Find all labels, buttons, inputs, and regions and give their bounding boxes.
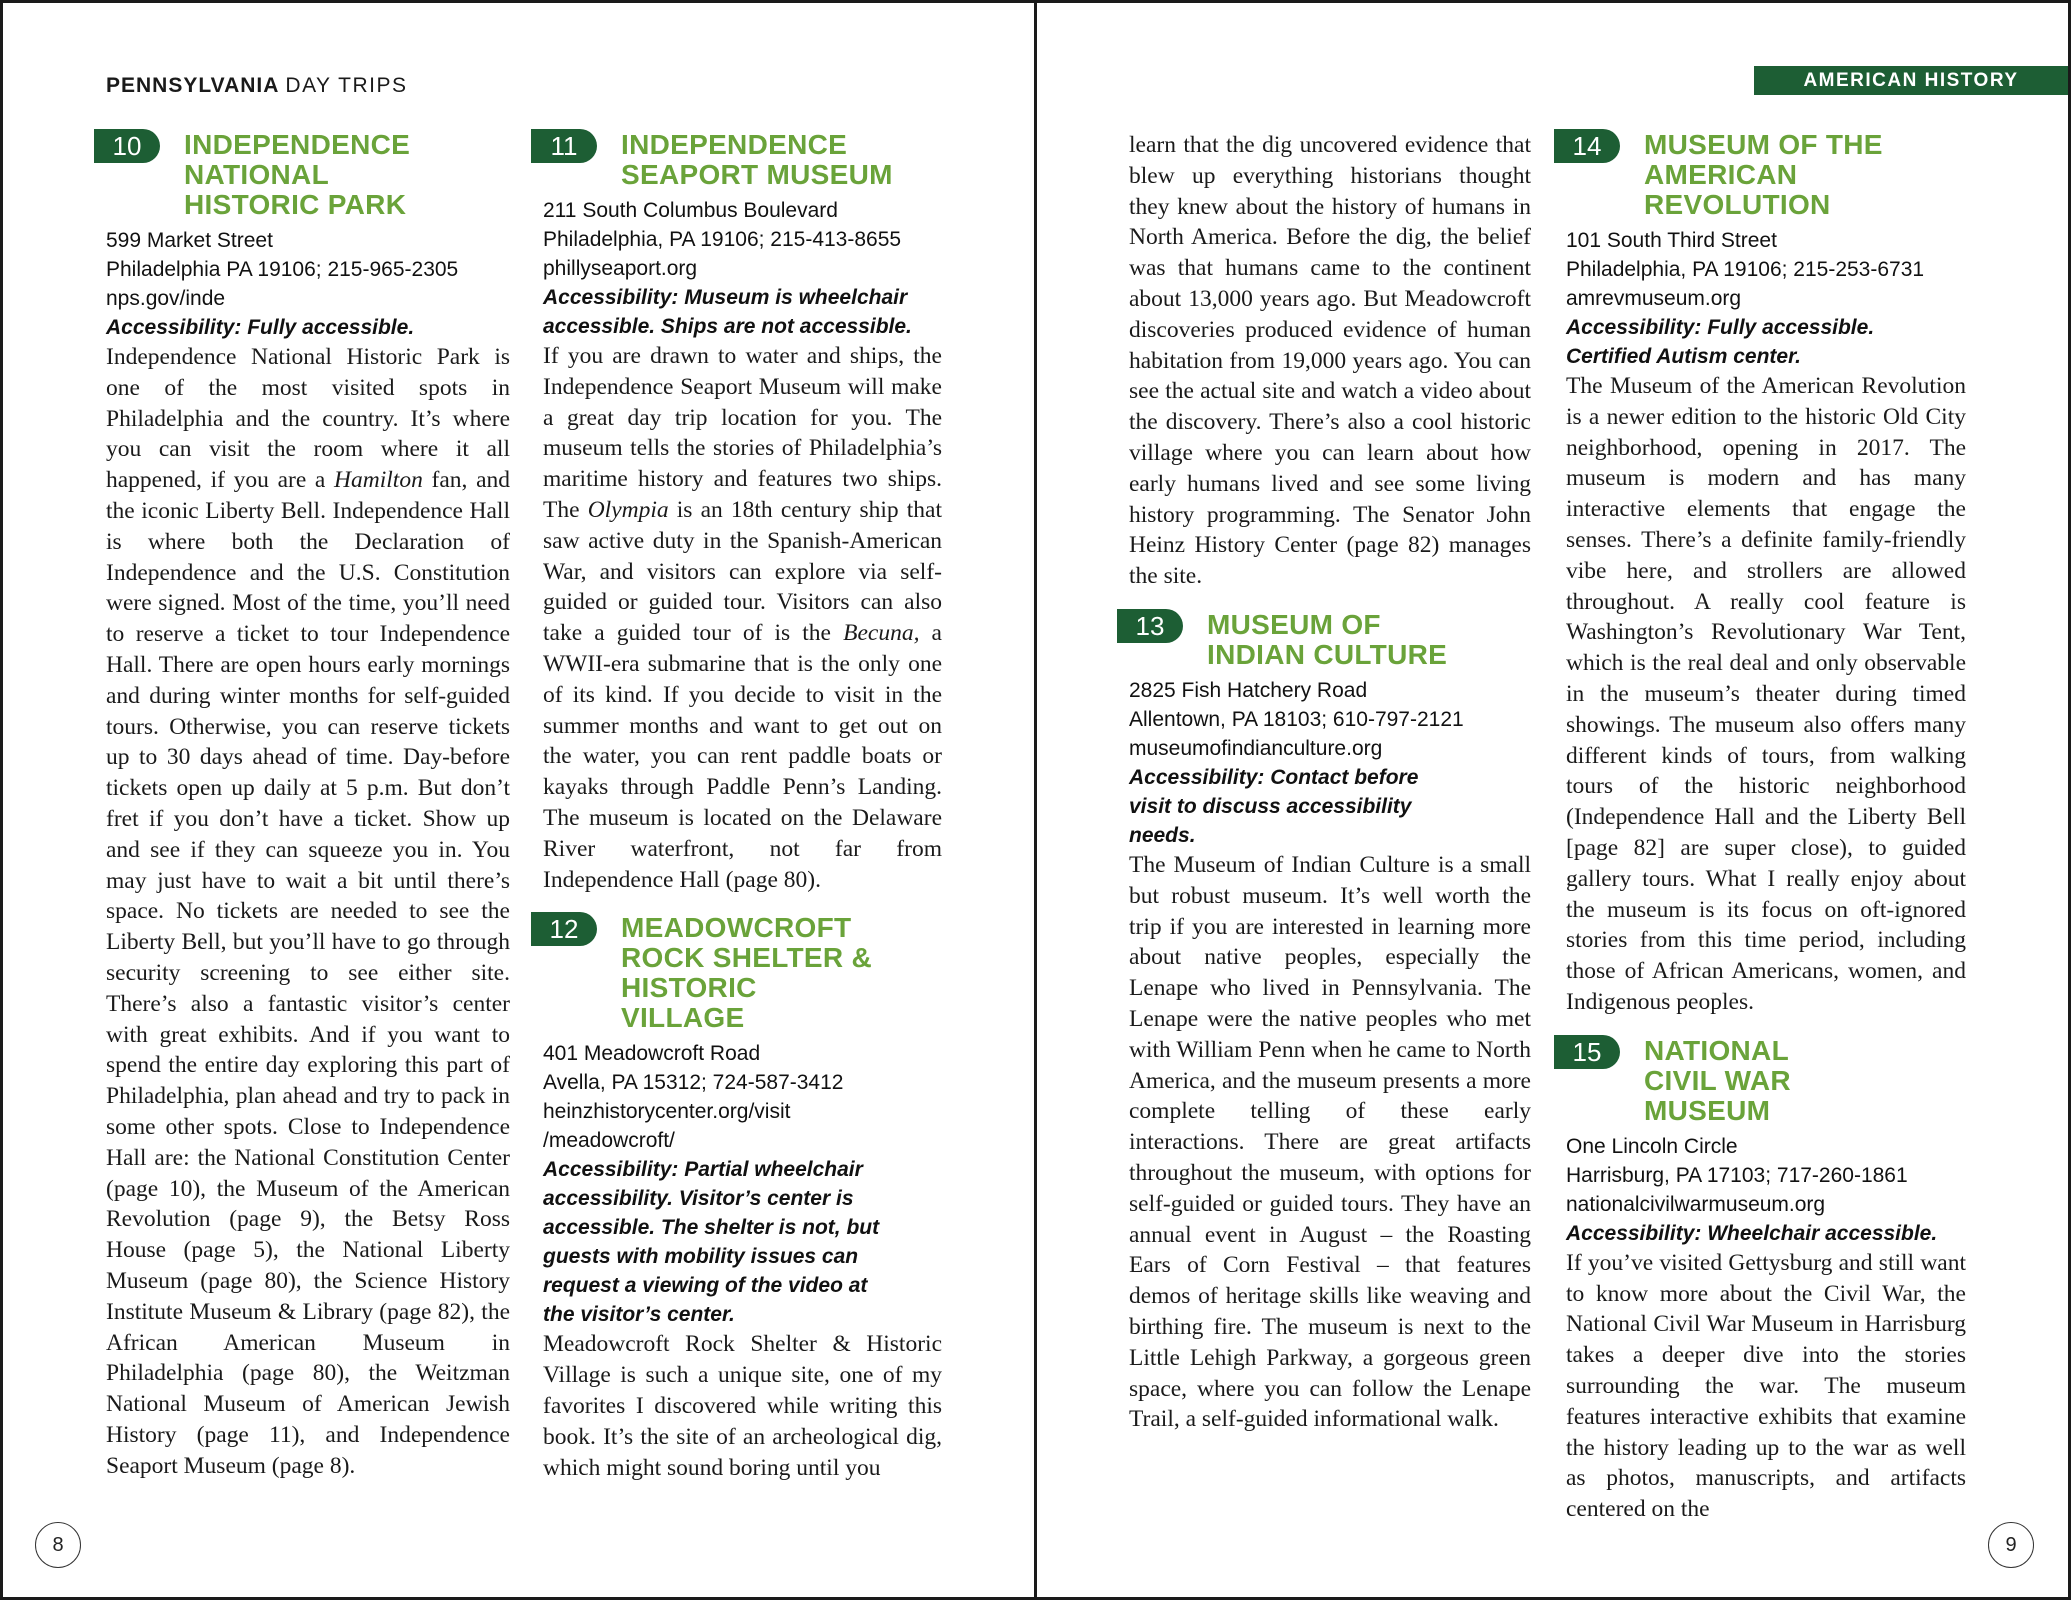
entry-website[interactable]: nationalcivilwarmuseum.org [1566,1192,1826,1216]
entry-body: If you are drawn to water and ships, the Independence Seaport Museum will make a great day trip location for you. The museum tells the stories of Philadelphia’s maritime history and features two ships. The Olympia is an 18th century ship that saw active duty in the Spanish-American War, and visitors can explore via self-guided or guided tour. Visitors can also take a guided tour of is the Becuna, a WWII-era submarine that is the only one of its kind. If you decide to visit in the summer months and want to get out on the water, you can rent paddle boats or kayaks through Paddle Penn’s Landing. The museum is located on the Delaware River waterfront, not far from Independence Hall (page 80). [543,343,942,893]
entry-website[interactable]: museumofindianculture.org [1129,736,1383,760]
entry-address: 599 Market Street [106,229,273,252]
entry-body: The Museum of Indian Culture is a small but robust museum. It’s well worth the trip if you are interested in learning more about native peoples, especially the Lenape who lived in Pennsylvania. The Lenape were the native peoples who met with William Penn when he came to North America, and the museum presents a more complete telling of these early interactions. There are great artifacts throughout the museum, with options for self-guided or guided tours. They have an annual event in August – the Roasting Ears of Corn Festival – that features demos of heritage skills like weaving and birthing fire. The museum is next to the Little Lehigh Parkway, a gorgeous green space, where you can follow the Lenape Trail, a self-guided informational walk. [1129,851,1531,1433]
entry-address: 401 Meadowcroft Road [543,1042,761,1066]
entry-15 [1566,1036,1966,1525]
entry-accessibility: Accessibility: Fully accessible. [106,316,415,339]
entry-info [1566,226,1966,371]
entry-body: The Museum of the American Revolution is a newer edition to the historic Old City neighborhood, opening in 2017. The museum is modern and has many interactive elements that engage the senses. There’s a definite family-friendly vibe here, and strollers are allowed throughout. A really cool feature is Washington’s Revolutionary War Tent, which is the real deal and only observable in the museum’s theater during timed showings. The museum also offers many different kinds of tours, from walking tours of the historic neighborhood (Independence Hall and the Liberty Bell [page 82] are super close), to guided gallery tours. What I really enjoy about the museum is its focus on oft-ignored stories from this time period, including those of African Americans, women, and Indigenous peoples. [1566,373,1966,1015]
entry-city-phone: Allentown, PA 18103; 610-797-2121 [1129,707,1464,731]
entry-city-phone: Harrisburg, PA 17103; 717-260-1861 [1566,1163,1908,1187]
entry-info [543,196,942,341]
running-head [106,74,407,98]
entry-website[interactable]: amrevmuseum.org [1566,287,1742,310]
entry-info [1566,1132,1966,1248]
entry-accessibility: Accessibility: Contact before visit to discuss accessibility needs. [1129,765,1419,847]
entry-11 [543,130,942,895]
entry-13 [1129,610,1531,1435]
entry-12-continued: learn that the dig uncovered evidence that blew up everything historians thought they knew about the history of humans in North America. Before the dig, the belief was that humans came to the continent about 13,000 years ago. But Meadowcroft discoveries produced evidence of human habitation from 19,000 years ago. You can see the actual site and watch a video about the discovery. There’s also a cool historic village where you can learn about how early humans lived and see some living history programming. The Senator John Heinz History Center (page 82) manages the site. [1129,132,1531,590]
entry-number-badge: 13 [1117,609,1183,643]
entry-website[interactable]: phillyseaport.org [543,257,698,280]
entry-info [1129,676,1531,850]
entry-accessibility: Accessibility: Museum is wheelchair accessible. Ships are not accessible. [543,286,912,338]
column-1 [106,130,510,1481]
entry-number-badge: 11 [531,129,597,163]
column-3 [1129,130,1531,1435]
entry-title: MUSEUM OF THE AMERICAN REVOLUTION [1644,129,1883,220]
entry-city-phone: Philadelphia, PA 19106; 215-413-8655 [543,228,902,251]
right-page [1035,0,2071,1600]
entry-website[interactable]: nps.gov/inde [106,287,226,310]
running-head-state: PENNSYLVANIA [106,74,280,97]
entry-info [543,1039,942,1329]
entry-accessibility: Accessibility: Partial wheelchair accessibility. Visitor’s center is accessible. The shelter is not, but guests with mobility issues can request a viewing of the video at the visitor’s center. [543,1158,880,1327]
page-number-left: 8 [35,1522,81,1568]
section-tab: AMERICAN HISTORY [1754,66,2068,95]
entry-10 [106,130,510,1481]
entry-title: INDEPENDENCE SEAPORT MUSEUM [621,129,893,190]
entry-body: Meadowcroft Rock Shelter & Historic Village is such a unique site, one of my favorites I discovered while writing this book. It’s the site of an archeological dig, which might sound boring until you [543,1331,942,1481]
running-head-series: DAY TRIPS [285,74,408,97]
column-4 [1566,130,1966,1525]
entry-title: MEADOWCROFT ROCK SHELTER & HISTORIC VILLAGE [621,912,873,1034]
entry-number-badge: 15 [1554,1035,1620,1069]
entry-city-phone: Philadelphia PA 19106; 215-965-2305 [106,258,459,281]
entry-city-phone: Philadelphia, PA 19106; 215-253-6731 [1566,258,1925,281]
entry-title: NATIONAL CIVIL WAR MUSEUM [1644,1034,1791,1126]
entry-title: MUSEUM OF INDIAN CULTURE [1207,608,1448,670]
entry-address: 101 South Third Street [1566,229,1777,252]
column-2 [543,130,942,1483]
page-number-right: 9 [1988,1522,2034,1568]
entry-number-badge: 14 [1554,129,1620,163]
entry-website[interactable]: heinzhistorycenter.org/visit /meadowcroft/ [543,1100,791,1153]
entry-number-badge: 10 [94,129,160,163]
entry-body: If you’ve visited Gettysburg and still want to know more about the Civil War, the National Civil War Museum in Harrisburg takes a deeper dive into the stories surrounding the war. The museum features interactive exhibits that examine the history leading up to the war as well as photos, manuscripts, and artifacts centered on the [1566,1249,1966,1523]
entry-12 [543,913,942,1483]
entry-accessibility: Accessibility: Fully accessible. Certified Autism center. [1566,316,1875,368]
entry-body: Independence National Historic Park is one of the most visited spots in Philadelphia and the country. It’s where you can visit the room where it all happened, if you are a Hamilton fan, and the iconic Liberty Bell. Independence Hall is where both the Declaration of Independence and the U.S. Constitution were signed. Most of the time, you’ll need to reserve a ticket to tour Independence Hall. There are open hours early mornings and during winter months for self-guided tours. Otherwise, you can reserve tickets up to 30 days ahead of time. Day-before tickets open up daily at 5 p.m. But don’t fret if you don’t have a ticket. Show up and see if they can squeeze you in. You may just have to wait a bit until there’s space. No tickets are needed to see the Liberty Bell, but you’ll have to go through security screening to see either site. There’s also a fantastic visitor’s center with great exhibits. And if you want to spend the entire day exploring this part of Philadelphia, plan ahead and try to pack in some other spots. Close to Independence Hall are: the National Constitution Center (page 10), the Museum of the American Revolution (page 9), the Betsy Ross House (page 5), the National Liberty Museum (page 80), the Science History Institute Museum & Library (page 82), the African American Museum in Philadelphia (page 80), the Weitzman National Museum of American Jewish History (page 11), and Independence Seaport Museum (page 8). [106,344,511,1479]
entry-14 [1566,130,1966,1018]
entry-title: INDEPENDENCE NATIONAL HISTORIC PARK [184,129,411,220]
entry-accessibility: Accessibility: Wheelchair accessible. [1566,1221,1938,1245]
entry-address: 211 South Columbus Boulevard [543,199,838,222]
entry-address: 2825 Fish Hatchery Road [1129,678,1368,702]
left-page [0,0,1035,1600]
entry-city-phone: Avella, PA 15312; 724-587-3412 [543,1071,844,1095]
entry-info [106,226,510,342]
entry-number-badge: 12 [531,912,597,946]
entry-address: One Lincoln Circle [1566,1134,1738,1158]
